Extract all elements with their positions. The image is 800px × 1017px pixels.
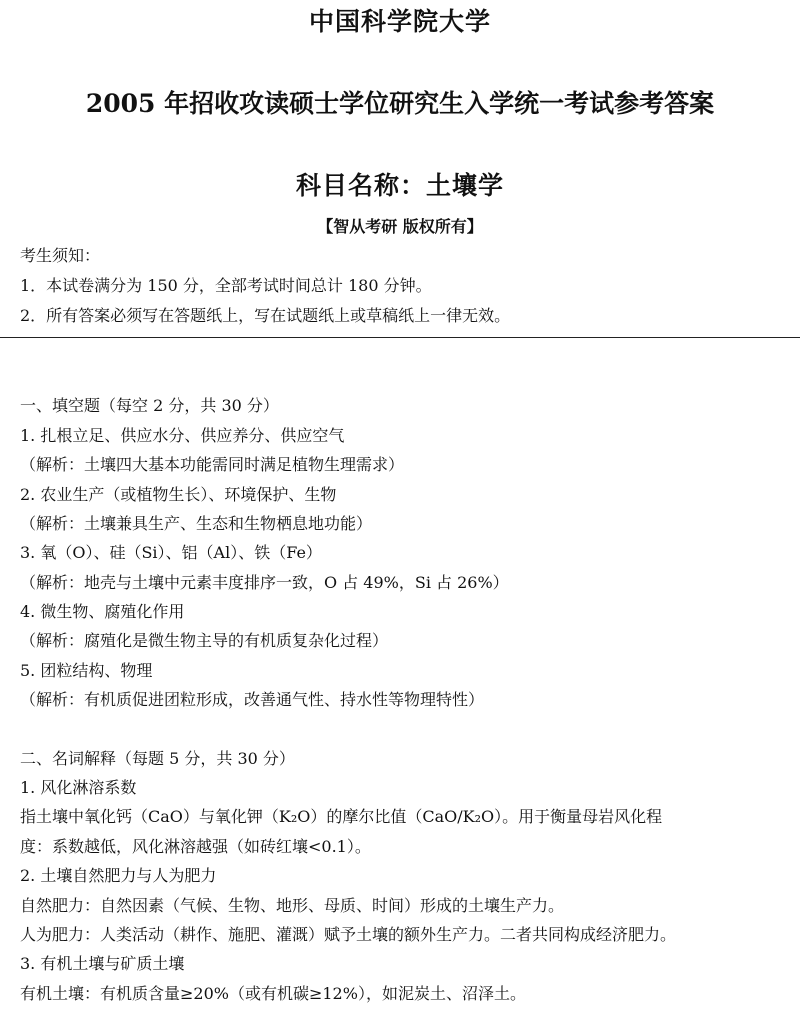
section2-line: 自然肥力：自然因素（气候、生物、地形、母质、时间）形成的土壤生产力。	[20, 896, 565, 915]
notice-item-1: 1．本试卷满分为 150 分，全部考试时间总计 180 分钟。	[20, 276, 432, 295]
copyright-notice: 【智从考研 版权所有】	[317, 217, 483, 236]
section2-line: 人为肥力：人类活动（耕作、施肥、灌溉）赋予土壤的额外生产力。二者共同构成经济肥力。	[20, 925, 677, 944]
section1-line: （解析：地壳与土壤中元素丰度排序一致，O 占 49%，Si 占 26%）	[20, 573, 509, 592]
subject-title: 科目名称：土壤学	[295, 171, 504, 200]
divider-line	[0, 337, 800, 338]
section1-line: （解析：土壤兼具生产、生态和生物栖息地功能）	[20, 514, 373, 533]
section1-line: 3. 氧（O）、硅（Si）、铝（Al）、铁（Fe）	[20, 543, 322, 562]
section1-heading: 一、填空题（每空 2 分，共 30 分）	[20, 396, 279, 415]
section2-line: 1. 风化淋溶系数	[20, 778, 137, 797]
section1-line: （解析：土壤四大基本功能需同时满足植物生理需求）	[20, 455, 405, 474]
university-title: 中国科学院大学	[308, 7, 491, 36]
section2-line: 度：系数越低，风化淋溶越强（如砖红壤<0.1）。	[20, 837, 371, 856]
section2-line: 指土壤中氧化钙（CaO）与氧化钾（K₂O）的摩尔比值（CaO/K₂O）。用于衡量母岩风化程	[20, 807, 663, 826]
notice-item-2: 2．所有答案必须写在答题纸上，写在试题纸上或草稿纸上一律无效。	[20, 306, 511, 325]
section1-line: 1. 扎根立足、供应水分、供应养分、供应空气	[20, 426, 345, 445]
section2-line: 2. 土壤自然肥力与人为肥力	[20, 866, 217, 885]
section1-line: （解析：有机质促进团粒形成，改善通气性、持水性等物理特性）	[20, 690, 485, 709]
exam-title: 2005 年招收攻读硕士学位研究生入学统一考试参考答案	[85, 89, 715, 118]
section1-line: 5. 团粒结构、物理	[20, 661, 153, 680]
section2-line: 3. 有机土壤与矿质土壤	[20, 954, 185, 973]
section1-line: （解析：腐殖化是微生物主导的有机质复杂化过程）	[20, 631, 389, 650]
section1-line: 2. 农业生产（或植物生长）、环境保护、生物	[20, 485, 337, 504]
section1-line: 4. 微生物、腐殖化作用	[20, 602, 185, 621]
notice-heading: 考生须知：	[20, 246, 101, 265]
section2-heading: 二、名词解释（每题 5 分，共 30 分）	[20, 749, 295, 768]
section2-line: 有机土壤：有机质含量≥20%（或有机碳≥12%），如泥炭土、沼泽土。	[20, 984, 526, 1003]
